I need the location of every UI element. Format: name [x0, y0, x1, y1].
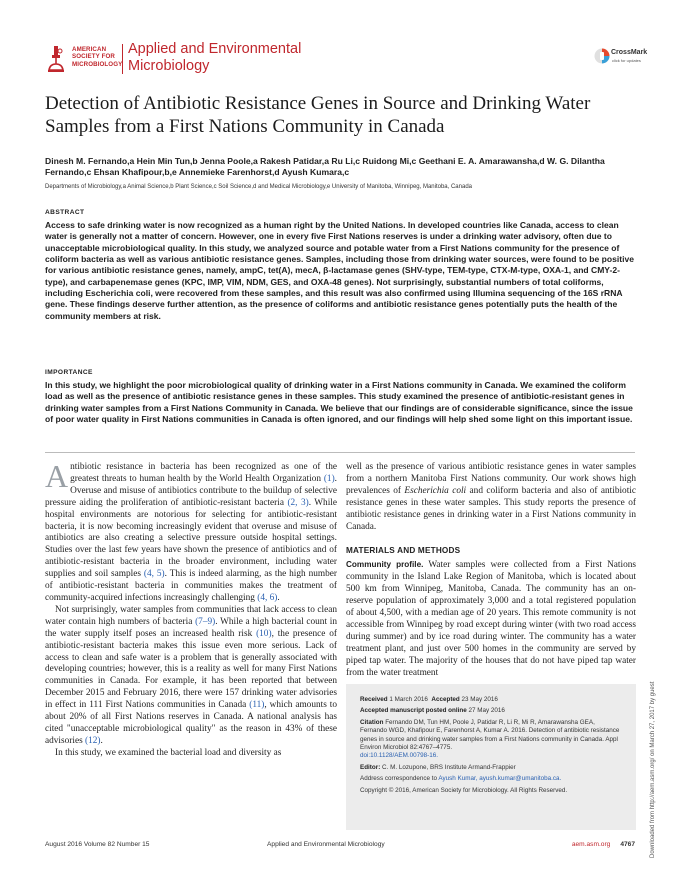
citation-link[interactable]: (12): [85, 735, 101, 746]
received-line: Received 1 March 2016 Accepted 23 May 2016: [360, 696, 498, 703]
crossmark-icon: [594, 48, 610, 64]
body-left-column: [45, 458, 337, 760]
section-divider: [45, 452, 635, 453]
citation-block: Citation Fernando DM, Tun HM, Poole J, Patidar R, Li R, Mi R, Amarawansha GEA, Fernando WGD, Khafipour E, Farenhorst A, Kumar A. 2016. Detection of antibiotic resistance genes in source and drinking water samples from a First Nations community in Canada. Appl Environ Microbiol 82:4767–4775. doi:10.1128/AEM.00798-16.: [360, 718, 620, 760]
drop-cap: A: [45, 458, 69, 494]
citation-link[interactable]: (10): [256, 628, 272, 639]
author-list: Dinesh M. Fernando,a Hein Min Tun,b Jenna Poole,a Rakesh Patidar,a Ru Li,c Ruidong Mi,c Geethani E. A. Amarawansha,d W. G. Dilantha Fernando,c Ehsan Khafipour,b,e Annemieke Farenhorst,d Ayush Kumara,c: [45, 156, 605, 177]
article-title: Detection of Antibiotic Resistance Genes in Source and Drinking Water Samples from a First Nations Community in Canada: [45, 93, 591, 137]
issue-info: August 2016 Volume 82 Number 15: [45, 841, 150, 848]
importance-heading: IMPORTANCE: [45, 369, 93, 376]
affiliations: Departments of Microbiology,a Animal Science,b Plant Science,c Soil Science,d and Medical Microbiology,e University of Manitoba, Winnipeg, Manitoba, Canada: [45, 184, 472, 190]
copyright-line: Copyright © 2016, American Society for Microbiology. All Rights Reserved.: [360, 786, 568, 794]
journal-name: Applied and Environmental Microbiology: [128, 41, 302, 74]
methods-paragraph-1: Community profile. Water samples were collected from a First Nations community in the Island Lake Region of Manitoba, which is located about 500 km from Winnipeg, Manitoba, Canada. The community has an on-reserve population of approximately 3,000 and a total registered population of about 4,500, with a median age of 20 years. This remote community is not accessible from Winnipeg by road except during winter (with two road access during summer) and by ice road during winter. The community has a water treatment plant, and just over 500 homes in the community are served by piped tap water. The majority of the houses that do not have piped tap water from the water treatment: [346, 560, 637, 678]
page-number: 4767: [620, 841, 635, 848]
citation-link[interactable]: (11): [249, 700, 265, 711]
editor-line: Editor: C. M. Lozupone, BRS Institute Armand-Frappier: [360, 763, 516, 771]
citation-link[interactable]: (1): [323, 473, 335, 484]
abstract-heading: ABSTRACT: [45, 209, 85, 216]
body-right-column: [346, 462, 636, 679]
citation-link[interactable]: (4, 6): [257, 592, 278, 603]
citation-link[interactable]: (4, 5): [143, 569, 165, 580]
importance-text: In this study, we highlight the poor microbiological quality of drinking water in a First Nations community in Canada. We examined the coliform load as well as the presence of antibiotic resistance genes in these samples. This study examined the presence of antibiotic-resistant genes in drinking water samples from a First Nations Community in Canada. We believe that our findings are of considerable significance, since the issue of poor water quality in First Nations communities in Canada is often ignored, and our findings will help shed some light on this important issue.: [45, 380, 633, 425]
crossmark-sub: click for updates: [612, 58, 641, 63]
footer-journal: Applied and Environmental Microbiology: [267, 841, 385, 848]
crossmark-label: CrossMark: [611, 49, 648, 56]
intro-paragraph-4: well as the presence of various antibiotic resistance genes in water samples from a northern Manitoba First Nations community. Our work shows high prevalences of Escherichia coli and coliform bacteria and also of antibiotic resistance genes in these water samples. This study reports the presence of antibiotic resistance genes in drinking water in a First Nations community in Canada.: [346, 462, 636, 532]
doi-link[interactable]: doi:10.1128/AEM.00798-16.: [360, 752, 438, 760]
journal-url[interactable]: aem.asm.org: [571, 841, 611, 848]
citation-link[interactable]: (7–9): [195, 616, 216, 627]
asm-logo-icon: [45, 44, 67, 74]
article-info-box: [346, 684, 636, 830]
citation-link[interactable]: (2, 3): [287, 497, 309, 508]
abstract-text: Access to safe drinking water is now recognized as a human right by the United Nations. In developed countries like Canada, access to clean water is generally not a matter of concern. However, one in every five First Nations reserves is under a drinking water advisory, often due to unacceptable microbiological quality. In this study, we analyzed source and potable water from a First Nations community for the presence of coliform bacteria as well as various antibiotic resistance genes. Samples, including those from drinking water sources, were found to be positive for various antibiotic resistance genes, namely, ampC, tet(A), mecA, β-lactamase genes (SHV-type, TEM-type, CTX-M-type, OXA-1, and CMY-2-type), and carbapenemase genes (KPC, IMP, VIM, NDM, GES, and OXA-48 genes). Not surprisingly, substantial numbers of total coliforms, including Escherichia coli, were recovered from these samples, and this result was also confirmed using Illumina sequencing of the 16S rRNA gene. These findings deserve further attention, as the presence of coliforms and antibiotic resistance genes potentially puts the health of the community members at risk.: [45, 220, 634, 321]
early-posting-line: Accepted manuscript posted online 27 May 2016: [360, 707, 505, 715]
correspondence-line: Address correspondence to Ayush Kumar, ayush.kumar@umanitoba.ca.: [360, 775, 562, 783]
intro-paragraph-2: Not surprisingly, water samples from communities that lack access to clean water contain high numbers of bacteria (7–9). While a high bacterial count in the water supply itself poses an increased health risk (10), the presence of antibiotic-resistant bacteria makes this issue even more serious. Lack of access to clean and safe water is a problem that is generally associated with developing countries; however, this is a reality as well for many First Nations communities in Canada. For example, it has been reported that between December 2015 and February 2016, there were 157 drinking water advisories in effect in 111 First Nations communities in Canada (11), which amounts to about 20% of all First Nations reserves in Canada. A national analysis has cited "unacceptable microbiological quality" as the reason in 43% of these advisories (12).: [45, 604, 337, 746]
header-divider: [122, 44, 123, 74]
subsection-heading: Community profile.: [346, 560, 424, 570]
methods-heading: MATERIALS AND METHODS: [346, 546, 461, 556]
intro-paragraph-1: Antibiotic resistance in bacteria has been recognized as one of the greatest threats to human health by the World Health Organization (1). Overuse and misuse of antibiotics contribute to the buildup of selective pressure aiding the proliferation of antibiotic-resistant bacteria (2, 3). While hospital environments are notorious for selecting for antibiotic-resistant bacteria, it is now becoming increasingly evident that overuse and misuse of antibiotics are also creating a selective pressure outside hospital settings. Studies over the last few years have shown the presence of antibiotics and of antibiotic-resistant bacteria in the broader environment, including water supplies and soil samples (4, 5). This is indeed alarming, as the high number of antibiotic-resistant bacteria in communities makes the treatment of community-acquired infections increasingly challenging (4, 6).: [45, 458, 337, 603]
crossmark-badge[interactable]: [594, 46, 648, 68]
intro-paragraph-3: In this study, we examined the bacterial load and diversity as: [55, 747, 282, 758]
correspondence-email[interactable]: Ayush Kumar, ayush.kumar@umanitoba.ca.: [438, 775, 562, 783]
footer-right: [572, 841, 635, 848]
download-stamp: Downloaded from http://aem.asm.org/ on March 27, 2017 by guest: [650, 681, 656, 858]
publisher-name: AMERICAN SOCIETY FOR MICROBIOLOGY: [72, 46, 123, 68]
